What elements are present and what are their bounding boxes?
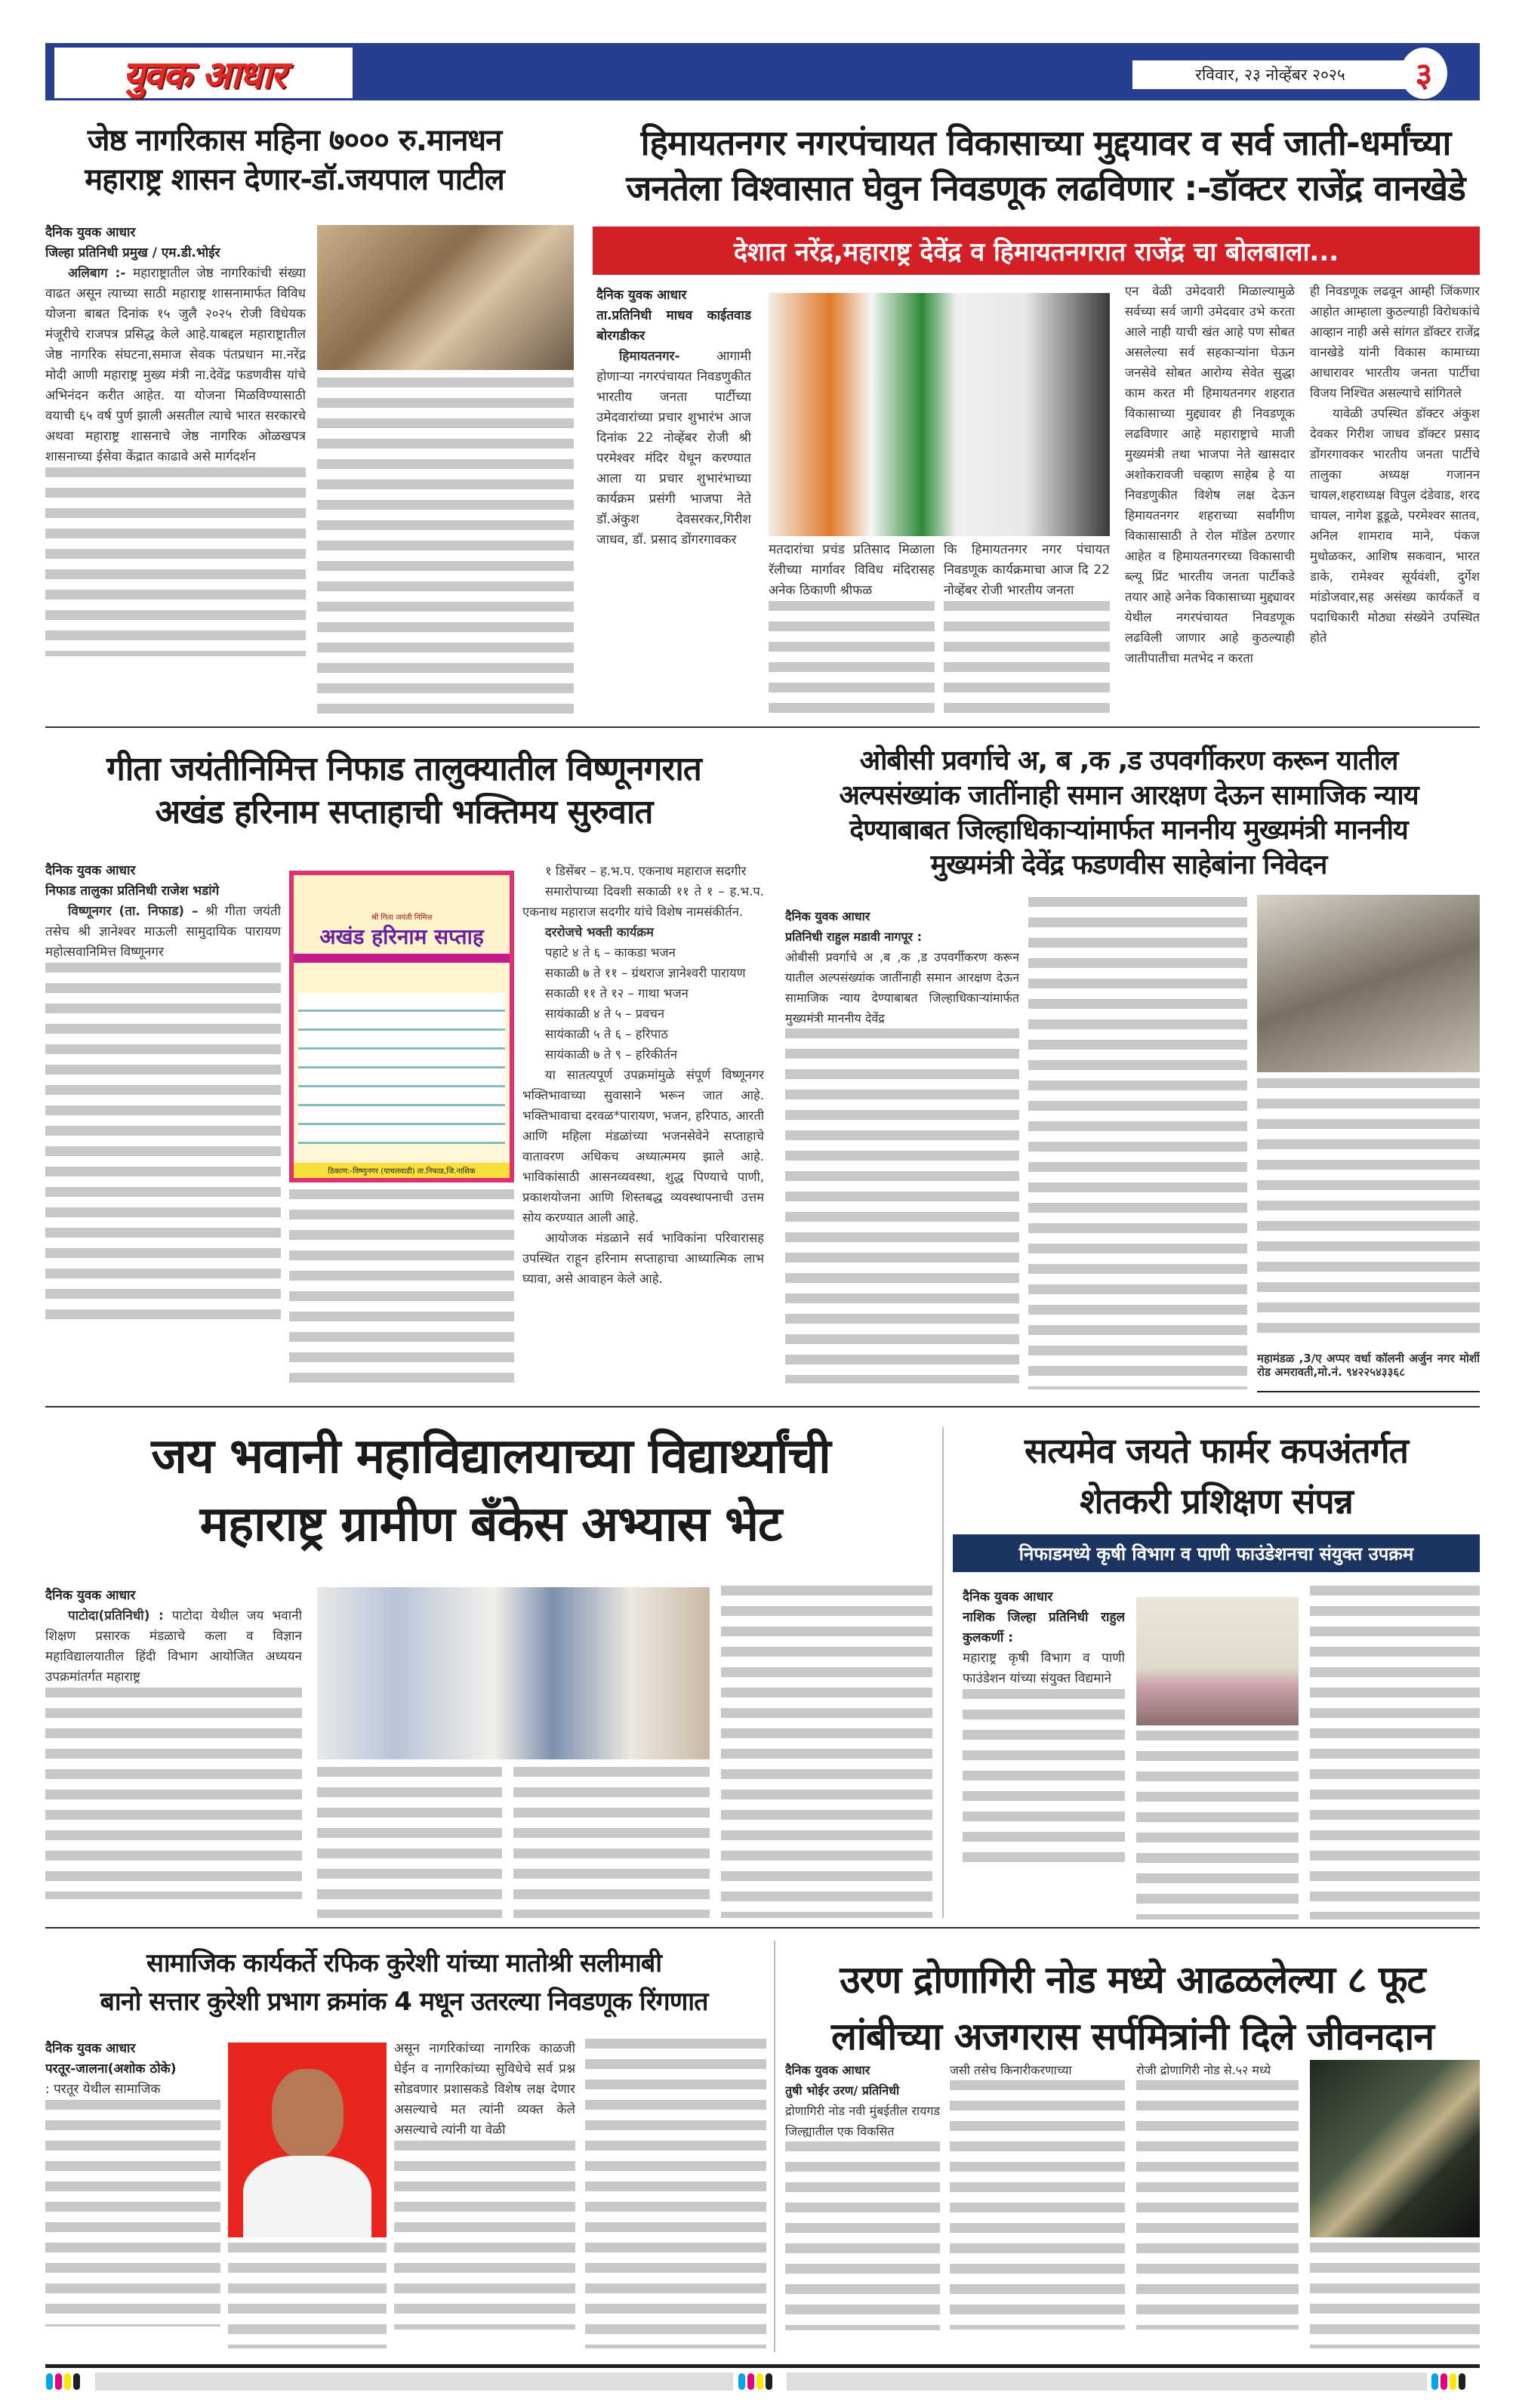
- headline-gita: गीता जयंतीनिमित्त निफाड तालुक्यातील विष्णूनगरात अखंड हरिनाम सप्ताहाची भक्तिमय सुरुवात: [106, 750, 701, 832]
- text-column: दैनिक युवक आधार तुषी भोईर उरण/ प्रतिनिधी द्रोणागिरी नोड नवी मुंबईतील रायगड जिल्ह्यातील एक विकसित: [785, 2060, 940, 2351]
- signature-address: महामंडळ ,3/ए अप्पर वर्धा कॉलनी अर्जुन नगर मोर्शी रोड अमरावती,मो.नं. ९४२२५४३३६८: [1257, 1352, 1480, 1392]
- text-column: [317, 1767, 502, 1918]
- text-column: एन वेळी उमेदवारी मिळाल्यामुळे सर्वच्या सर्व जागी उमेदवार उभे करता आले नाही याची खंत आहे पण सोबत असलेल्या सर्व सहकाऱ्यांना घेऊन जनसेवे सोबत आरोग्य सेवेत सुद्धा काम करत मी हिमायतनगर शहरात विकासाच्या मुद्द्यावर ही निवडणूक लढविणार आहे महाराष्ट्राचे माजी मुख्यमंत्री तथा भाजपा नेते खासदार अशोकरावजी चव्हाण साहेब हे या निवडणुकीत विशेष लक्ष देऊन हिमायतनगर शहराच्या सर्वांगीण विकासासाठी ते रोल मॉडेल ठरणार आहेत व हिमायतनगरच्या विकासाची ब्ल्यू प्रिंट भारतीय जनता पार्टीकडे तयार आहे अनेक विकासाच्या मुद्द्यावर येथील नगरपंचायत निवडणूक लढविली जाणार आहे कुठल्याही जातीपातीचा मतभेद न करता: [1125, 284, 1295, 665]
- text-column: [585, 2039, 766, 2348]
- text-column: असून नागरिकांच्या नागरिक काळजी घेईन व नागरिकांच्या सुविधेचे सर्व प्रश्न सोडवणार प्रशासकडे विशेष लक्ष देणार असल्याचे मत त्यांनी व्यक्त केले असल्याचे त्यांनी या वेळी: [394, 2039, 575, 2348]
- divider: [45, 726, 1480, 728]
- text-column: दैनिक युवक आधार ता.प्रतिनिधी माधव काईतवाड बोरगडीकर हिमायतनगर- आगामी होणाऱ्या नगरपंचायत निवडणुकीत भारतीय जनता पार्टीच्या उमेदवारांच्या प्रचार शुभारंभ आज दिनांक 22 नोव्हेंबर रोजी श्री परमेश्वर मंदिर येथून करण्यात आला या प्रचार शुभारंभाच्या कार्यक्रम प्रसंगी भाजपा नेते डॉ.अंकुश देवसरकर,गिरीश जाधव, डॉ. प्रसाद डोंगरगावकर: [596, 288, 751, 547]
- registration-marks: [46, 2373, 80, 2390]
- meeting-photo: [317, 225, 574, 370]
- text-column: ही निवडणूक लढवून आम्ही जिंकणार आहोत आम्हाला कुठल्याही विरोधकांचे आव्हान नाही असे सांगत डॉक्टर राजेंद्र वानखेडे यांनी विकास कामाच्या आधारावर भारतीय जनता पार्टीचा विजय निश्चित असल्याचे सांगितले यावेळी उपस्थित डॉक्टर अंकुश देवकर गिरीश जाधव डॉक्टर प्रसाद डोंगरगावकर भारतीय जनता पार्टीचे तालुका अध्यक्ष गजानन चायल,शहराध्यक्ष विपुल दंडेवाड, शरद चायल, नागेश डूडूळे, परमेश्वर सातव, अनिल शामराव माने, पंकज मुधोळकर, आशिष सकवान, भारत डाके, रामेश्वर सूर्यवंशी, दुर्गेश मांडोजवार,सह असंख्य कार्यकर्ते व पदाधिकारी मोठ्या संख्येने उपस्थित होते: [1310, 284, 1480, 645]
- text-column: [721, 1586, 932, 1918]
- registration-marks: [1431, 2373, 1465, 2390]
- blue-banner: निफाडमध्ये कृषी विभाग व पाणी फाउंडेशनचा संयुक्त उपक्रम: [953, 1534, 1480, 1572]
- text-column: [1310, 1586, 1480, 1919]
- red-banner: देशात नरेंद्र,महाराष्ट्र देवेंद्र व हिमायतनगरात राजेंद्र चा बोलबाला...: [593, 227, 1480, 275]
- text-column: १ डिसेंबर – ह.भ.प. एकनाथ महाराज सदगीर समारोपाच्या दिवशी सकाळी ११ ते १ – ह.भ.प. एकनाथ महाराज सदगीर यांचे विशेष नामसंकीर्तन. दररोजचे भक्ती कार्यक्रम पहाटे ४ ते ६ – काकडा भजन सकाळी ७ ते ११ – ग्रंथराज ज्ञानेश्वरी पारायण सकाळी ११ ते १२ – गाथा भजन सायंकाळी ४ ते ५ – प्रवचन सायंकाळी ५ ते ६ – हरिपाठ सायंकाळी ७ ते ९ – हरिकीर्तन या सातत्यपूर्ण उपक्रमांमुळे संपूर्ण विष्णूनगर भक्तिभावाच्या सुवासाने भरून जात आहे. भक्तिभावाचा दरवळ*पारायण, भजन, हरिपाठ, आरती आणि महिला मंडळांच्या भजनसेवेने सप्ताहाचे वातावरण अधिकच अध्यात्ममय झाले आहे. भाविकांसाठी आसनव्यवस्था, शुद्ध पिण्याचे पाणी, प्रकाशयोजना आणि शिस्तबद्ध व्यवस्थापनाची उत्तम सोय करण्यात आली आहे. आयोजक मंडळाने सर्व भाविकांना परिवारासह उपस्थित राहून हरिनाम सप्ताहाचा आध्यात्मिक लाभ घ्यावा, असे आवाहन केले आहे.: [522, 864, 764, 1286]
- text-column: [1136, 1731, 1299, 1919]
- text-column: दैनिक युवक आधार निफाड तालुका प्रतिनिधी राजेश भडांगे विष्णूनगर (ता. निफाड) – श्री गीता जयंती तसेच श्री ज्ञानेश्वर माऊली सामुदायिक पारायण महोत्सवानिमित्त विष्णूनगर: [45, 861, 281, 1389]
- text-column: दैनिक युवक आधार जिल्हा प्रतिनिधी प्रमुख / एम.डी.भोईर अलिबाग :- महाराष्ट्रातील जेष्ठ नागरिकांची संख्या वाढत असून त्याच्या साठी महाराष्ट्र शासनामार्फत विविध योजना बाबत दिनांक १५ जुलै २०२५ रोजी विधेयक मंजूरीचे राजपत्र प्रसिद्ध केले आहे.याबद्दल महाराष्ट्रातील जेष्ठ नागरिक संघटना,समाज सेवक पंतप्रधान मा.नरेंद्र मोदी आणी महाराष्ट्र मुख्य मंत्री ना.देवेंद्र फडणवीस यांचे अभिनंदन करीत आहेत. या योजना मिळविण्यासाठी वयाची ६५ वर्ष पुर्ण झाली असतील त्याचे भारत सरकारचे अथवा महाराष्ट्र शासनाचे जेष्ठ नागरिक ओळखपत्र शासनाच्या ईसेवा केंद्रात काढावे असे मार्गदर्शन: [45, 223, 306, 717]
- event-poster: श्री गिता जयंती निमित्त अखंड हरिनाम सप्ताह ठिकाण:-विष्णुनगर (पाचलवाडी) ता.निफाड,जि.नाशिक: [289, 871, 514, 1182]
- text-column: [289, 1189, 514, 1389]
- text-column: [228, 2243, 387, 2348]
- text-column: दैनिक युवक आधार पाटोदा(प्रतिनिधी) : पाटोदा येथील जय भवानी शिक्षण प्रसारक मंडळाचे कला व विज्ञान महाविद्यालयातील हिंदी विभाग आयोजित अध्ययन उपक्रमांतर्गत महाराष्ट्र: [45, 1586, 302, 1922]
- footer-bar: [95, 2373, 733, 2391]
- divider: [45, 1927, 1480, 1929]
- text-column: रोजी द्रोणागिरी नोड से.५२ मध्ये: [1136, 2060, 1299, 2351]
- headline-himayatnagar: हिमायतनगर नगरपंचायत विकासाच्या मुद्दयावर व सर्व जाती-धर्मांच्या जनतेला विश्वासात घेवुन निवडणूक लढविणार :-डॉक्टर राजेंद्र वानखेडे: [626, 122, 1465, 208]
- python-rescue-photo: [1310, 2060, 1480, 2237]
- text-column: जसी तसेच किनारीकरणाच्या: [950, 2060, 1125, 2351]
- headline-jaibhavani: जय भवानी महाविद्यालयाच्या विद्यार्थ्यांची महाराष्ट्र ग्रामीण बँकेस अभ्यास भेट: [151, 1429, 830, 1552]
- text-column: [513, 1767, 710, 1918]
- newspaper-logo: युवक आधार: [54, 48, 353, 98]
- text-column: मतदारांचा प्रचंड प्रतिसाद मिळाला रॅलीच्या मार्गावर विविध मंदिरासह अनेक ठिकाणी श्रीफळ: [769, 540, 935, 720]
- text-column: [1310, 2243, 1480, 2348]
- registration-marks: [738, 2373, 772, 2390]
- column-divider: [774, 1941, 775, 2352]
- students-bank-visit-photo: [317, 1587, 710, 1759]
- memorandum-photo: [1257, 895, 1480, 1072]
- footer-rule: [45, 2364, 1480, 2368]
- text-column: कि हिमायतनगर नगर पंचायत निवडणूक कार्यक्रमाचा आज दि 22 नोव्हेंबर रोजी भारतीय जनता: [944, 540, 1110, 720]
- headline-senior: जेष्ठ नागरिकास महिना ७००० रु.मानधन महाराष्ट्र शासन देणार-डॉ.जयपाल पाटील: [85, 123, 504, 197]
- text-column: दैनिक युवक आधार परतूर-जालना(अशोक ठोके) : परतूर येथील सामाजिक: [45, 2039, 220, 2348]
- column-divider: [942, 1427, 944, 1918]
- portrait-photo: [228, 2043, 387, 2237]
- divider: [45, 1406, 1480, 1407]
- headline-rafiq: सामाजिक कार्यकर्ते रफिक कुरेशी यांच्या मातोश्री सलीमाबी बानो सत्तार कुरेशी प्रभाग क्रमांक 4 मधून उतरल्या निवडणूक रिंगणात: [100, 1948, 708, 2017]
- text-column: दैनिक युवक आधार प्रतिनिधी राहुल मडावी नागपूर : ओबीसी प्रवर्गाचे अ ,ब ,क ,ड उपवर्गीकरण करून यातील अल्पसंख्यांक जातींनाही समान आरक्षण देऊन सामाजिक न्याय देण्याबाबत जिल्हाधिकाऱ्यांमार्फत मुख्यमंत्री माननीय देवेंद्र: [785, 906, 1019, 1389]
- text-column: [317, 378, 574, 717]
- headline-obc: ओबीसी प्रवर्गाचे अ, ब ,क ,ड उपवर्गीकरण करून यातील अल्पसंख्यांक जातींनाही समान आरक्षण देऊन सामाजिक न्याय देण्याबाबत जिल्हाधिकाऱ्यांमार्फत माननीय मुख्यमंत्री माननीय मुख्यमंत्री देवेंद्र फडणवीस साहेबांना निवेदन: [839, 745, 1419, 881]
- headline-uran: उरण द्रोणागिरी नोड मध्ये आढळलेल्या ८ फूट लांबीच्या अजगरास सर्पमित्रांनी दिले जीवनदान: [831, 1958, 1434, 2058]
- text-column: दैनिक युवक आधार नाशिक जिल्हा प्रतिनिधी राहुल कुलकर्णी : महाराष्ट्र कृषी विभाग व पाणी फाउंडेशन यांच्या संयुक्त विद्यमाने: [963, 1587, 1125, 1919]
- press-conference-photo: [769, 293, 1110, 536]
- headline-satyamev: सत्यमेव जयते फार्मर कपअंतर्गत शेतकरी प्रशिक्षण संपन्न: [1025, 1430, 1408, 1522]
- page-number: ३: [1400, 48, 1447, 99]
- footer-bar: [787, 2373, 1427, 2391]
- text-column: [1257, 1078, 1480, 1343]
- training-session-photo: [1136, 1597, 1299, 1725]
- text-column: [1028, 897, 1247, 1389]
- issue-date: रविवार, २३ नोव्हेंबर २०२५: [1132, 60, 1408, 89]
